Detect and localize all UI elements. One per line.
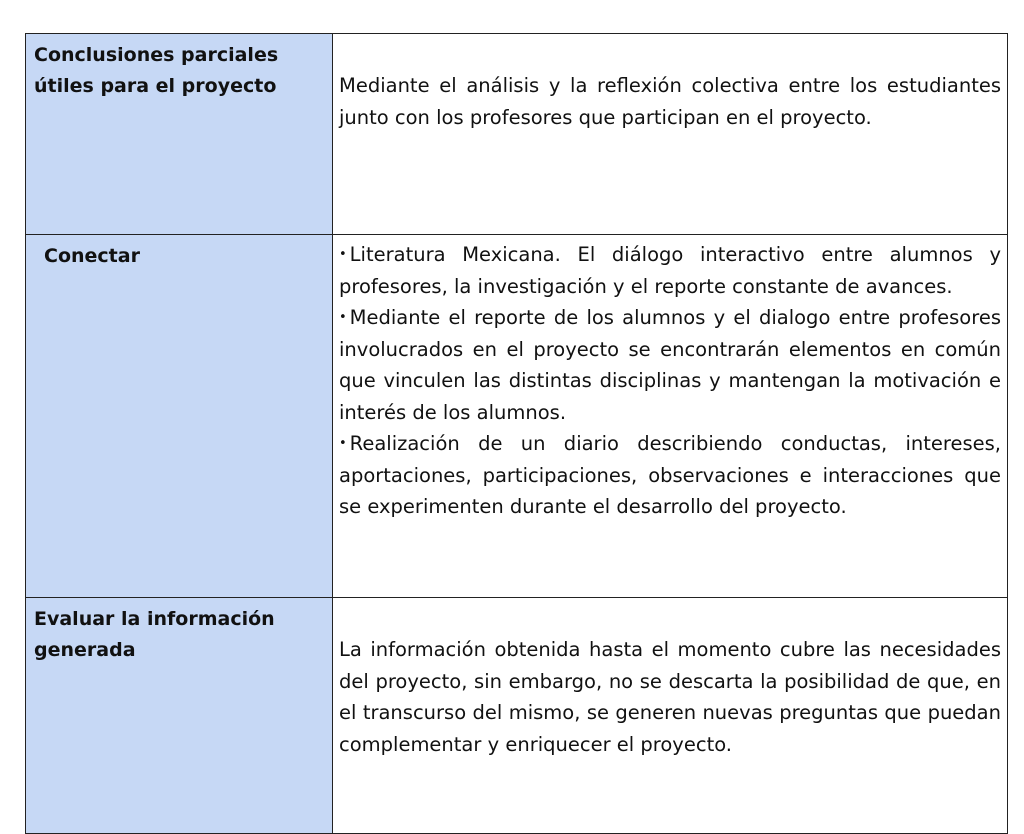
row-label-evaluar: Evaluar la información generada: [26, 598, 333, 834]
bullet-item: [339, 302, 1001, 428]
bullet-icon: •: [339, 310, 347, 325]
bullet-text: Literatura Mexicana. El diálogo interactivo entre alumnos y profesores, la investigación y el reporte constante de avances.: [339, 243, 1001, 298]
row-content-evaluar: La información obtenida hasta el momento cubre las necesidades del proyecto, sin embargo, no se descarta la posibilidad de que, en el transcurso del mismo, se generen nuevas preguntas que puedan complementar y enriquecer el proyecto.: [333, 598, 1008, 834]
row-label-conclusiones: Conclusiones parciales útiles para el proyecto: [26, 34, 333, 235]
table-row: [26, 34, 1008, 235]
table-row: [26, 598, 1008, 834]
bullet-text: Mediante el reporte de los alumnos y el dialogo entre profesores involucrados en el proyecto se encontrarán elementos en común que vinculen las distintas disciplinas y mantengan la motivación e interés de los alumnos.: [339, 306, 1001, 424]
bullet-text: Realización de un diario describiendo conductas, intereses, aportaciones, participaciones, observaciones e interacciones que se experimenten durante el desarrollo del proyecto.: [339, 432, 1001, 518]
project-table: [25, 33, 1008, 834]
row-label-conectar: Conectar: [26, 235, 333, 598]
row-content-conclusiones: Mediante el análisis y la reflexión colectiva entre los estudiantes junto con los profesores que participan en el proyecto.: [333, 34, 1008, 235]
bullet-icon: •: [339, 247, 347, 262]
bullet-icon: •: [339, 436, 347, 451]
table-row: [26, 235, 1008, 598]
bullet-item: [339, 239, 1001, 302]
bullet-item: [339, 428, 1001, 523]
row-content-conectar: [333, 235, 1008, 598]
